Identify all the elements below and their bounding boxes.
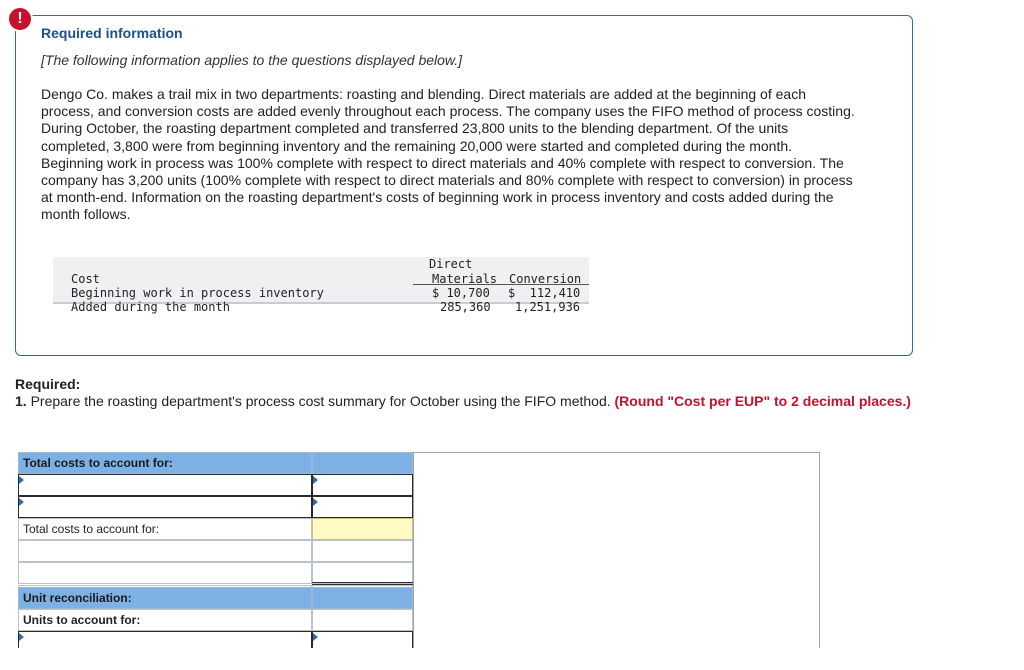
conv-header: Conversion [509, 272, 582, 286]
dropdown-marker-icon [313, 476, 318, 484]
question-number: 1. [15, 393, 27, 409]
row-conv-value: $ 112,410 [508, 286, 581, 300]
total-costs-header: Total costs to account for: [18, 452, 312, 474]
units-value-cell [312, 609, 413, 631]
dropdown-marker-icon [19, 476, 24, 484]
cost-amount-input[interactable] [312, 474, 413, 496]
units-to-account-for-label: Units to account for: [18, 609, 312, 631]
total-costs-value [312, 518, 413, 540]
cost-label-input[interactable] [18, 496, 312, 518]
cost-amount-input[interactable] [312, 496, 413, 518]
blank-row [18, 562, 312, 584]
row-dm-value: $ 10,700 [432, 286, 490, 300]
row-dm-value: 285,360 [440, 300, 491, 314]
blank-row-value [312, 540, 413, 562]
info-body: Dengo Co. makes a trail mix in two departments: roasting and blending. Direct materials are added at the beginning of each process, and conversion costs are added evenly throughout each process. The company uses the FIFO method of process costing. During October, the roasting department completed and transferred 23,800 units to the blending department. Of the units completed, 3,800 were from beginning inventory and the remaining 20,000 were started and completed during the month. Beginning work in process was 100% complete with respect to direct materials and 40% complete with respect to conversion. The company has 3,200 units (100% complete with respect to direct materials and 80% complete with respect to conversion) in process at month-end. Information on the roasting department's costs of beginning work in process inventory and costs added during the month follows. [41, 86, 855, 223]
dm-header-line1: Direct [429, 257, 473, 271]
dropdown-marker-icon [19, 633, 24, 641]
units-amount-input[interactable] [312, 631, 413, 648]
row-label: Beginning work in process inventory [71, 286, 324, 300]
dropdown-marker-icon [313, 633, 318, 641]
header-value-cell [312, 452, 413, 474]
dm-header-line2: Materials [432, 272, 498, 286]
blank-row [18, 540, 312, 562]
units-label-input[interactable] [18, 631, 312, 648]
blank-row-value [312, 562, 413, 584]
rounding-note: (Round "Cost per EUP" to 2 decimal places.) [614, 393, 911, 409]
header-value-cell [312, 587, 413, 609]
info-subtitle: [The following information applies to the questions displayed below.] [41, 52, 463, 68]
dropdown-marker-icon [313, 498, 318, 506]
row-conv-value: 1,251,936 [515, 300, 581, 314]
cost-data-table [43, 241, 589, 314]
unit-reconciliation-header: Unit reconciliation: [18, 587, 312, 609]
alert-icon: ! [7, 6, 33, 32]
required-label: Required: [15, 376, 81, 392]
cost-col-label: Cost [71, 272, 100, 286]
required-instruction [15, 393, 915, 410]
right-blank-panel [413, 452, 820, 648]
dropdown-marker-icon [19, 498, 24, 506]
question-text: Prepare the roasting department's process cost summary for October using the FIFO method. [30, 393, 611, 409]
info-title: Required information [41, 25, 183, 41]
cost-label-input[interactable] [18, 474, 312, 496]
row-label: Added during the month [71, 300, 230, 314]
process-cost-summary-form [18, 452, 820, 648]
total-costs-row-label: Total costs to account for: [18, 518, 312, 540]
